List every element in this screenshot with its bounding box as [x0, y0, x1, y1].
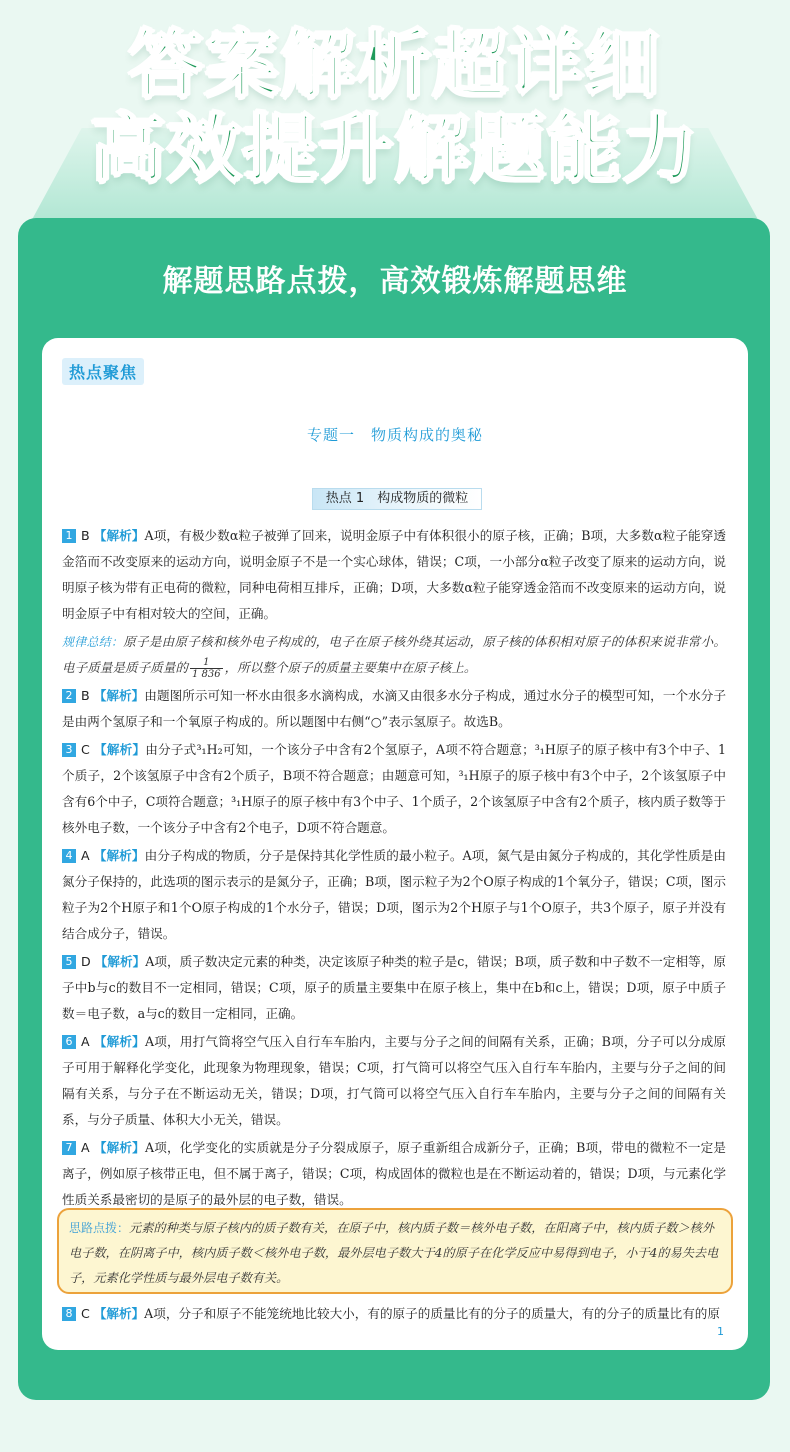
analysis-text: A项，用打气筒将空气压入自行车车胎内，主要与分子之间的间隔有关系，正确；B项，分子可以分成原子可用于解释化学变化，此现象为物理现象，错误；C项，打气筒可以将空气压入自行车车胎内，主要与分子之间的间隔有关系，与分子在不断运动无关，错误；D项，打气筒可以将空气压入自行车车胎内，主要与分子之间的间隔有关系，与分子质量、体积大小无关，错误。 [62, 1034, 727, 1127]
rule-text-a: 原子是由原子核和核外电子构成的，电子在原子核外绕其运动，原子核的体积相对原子的体积来说非常小。电子质量是质子质量的 [62, 634, 726, 675]
thinking-label: 思路点拨： [69, 1221, 130, 1235]
analysis-keyword: 【解析】 [93, 848, 145, 863]
analysis-keyword: 【解析】 [93, 688, 145, 703]
analysis-text: A项，有极少数α粒子被弹了回来，说明金原子中有体积很小的原子核，正确；B项，大多数α粒子能穿透金箔而不改变原来的运动方向，说明金原子不是一个实心球体，错误；C项，一小部分α粒子改变了原来的运动方向，说明原子核为带有正电荷的微粒，同种电荷相互排斥，正确；D项，大多数α粒子能穿透金箔而不改变原来的运动方向，说明金原子中有相对较大的空间，正确。 [62, 528, 727, 621]
answer-letter: A [81, 848, 90, 863]
analysis-keyword: 【解析】 [93, 742, 146, 757]
answer-letter: B [81, 528, 90, 543]
answer-item [62, 523, 726, 627]
analysis-keyword: 【解析】 [94, 954, 146, 969]
answer-item [62, 1135, 726, 1213]
question-number-badge: 4 [62, 849, 76, 863]
analysis-keyword: 【解析】 [93, 1140, 145, 1155]
answer-letter: B [81, 688, 90, 703]
analysis-keyword: 【解析】 [93, 1306, 145, 1321]
analysis-text: A项，分子和原子不能笼统地比较大小，有的原子的质量比有的分子的质量大，有的分子的质量比有的原 [144, 1306, 720, 1321]
hotspot-heading: 热点 1 构成物质的微粒 [312, 488, 482, 510]
answer-item [62, 843, 726, 947]
answer-letter: C [81, 742, 90, 757]
question-number-badge: 8 [62, 1307, 76, 1321]
answer-item [62, 949, 726, 1027]
analysis-text: 由分子构成的物质，分子是保持其化学性质的最小粒子。A项，氮气是由氮分子构成的，其化学性质是由氮分子保持的，此选项的图示表示的是氮分子，正确；B项，图示粒子为2个O原子构成的1个氧分子，错误；C项，图示粒子为2个H原子和1个O原子构成的1个水分子，错误；D项，图示为2个H原子与1个O原子，共3个原子，原子并没有结合成分子，错误。 [62, 848, 726, 941]
answer-page [42, 338, 748, 1350]
page-number: 1 [717, 1325, 724, 1338]
answer-item [62, 1301, 726, 1327]
answer-letter: A [81, 1034, 90, 1049]
analysis-text: A项，化学变化的实质就是分子分裂成原子，原子重新组合成新分子，正确；B项，带电的微粒不一定是离子，例如原子核带正电，但不属于离子，错误；C项，构成固体的微粒也是在不断运动着的，错误；D项，与元素化学性质关系最密切的是原子的最外层的电子数，错误。 [62, 1140, 727, 1207]
thinking-text: 元素的种类与原子核内的质子数有关，在原子中，核内质子数＝核外电子数，在阳离子中，核内质子数＞核外电子数，在阴离子中，核内质子数＜核外电子数，最外层电子数大于4的原子在化学反应中易得到电子，小于4的易失去电子，元素化学性质与最外层电子数有关。 [69, 1221, 719, 1285]
hot-focus-tag: 热点聚焦 [62, 358, 144, 385]
thinking-tip-box [57, 1208, 733, 1294]
answer-item [62, 1029, 726, 1133]
answer-letter: A [81, 1140, 90, 1155]
fraction-numerator: 1 [190, 657, 223, 669]
analysis-text: 由分子式³₁H₂可知，一个该分子中含有2个氢原子，A项不符合题意；³₁H原子的原子核中有3个中子、1个质子，2个该氢原子中含有2个质子，B项不符合题意；由题意可知，³₁H原子的原子核中有3个中子，2个该氢原子中含有6个中子，C项符合题意；³₁H原子的原子核中有3个中子、1个质子，2个该氢原子中含有2个质子，核内质子数等于核外电子数，一个该分子中含有2个电子，D项不符合题意。 [62, 742, 726, 835]
answer-item [62, 737, 726, 841]
rule-summary [62, 629, 726, 681]
answer-item [62, 683, 726, 735]
question-number-badge: 1 [62, 529, 76, 543]
rule-label: 规律总结： [62, 635, 124, 649]
hero-title-line2: 高效提升解题能力 [91, 106, 699, 192]
answer-letter: D [81, 954, 91, 969]
topic-title: 专题一 物质构成的奥秘 [306, 426, 483, 444]
question-number-badge: 5 [62, 955, 76, 969]
question-number-badge: 3 [62, 743, 76, 757]
analysis-keyword: 【解析】 [93, 528, 145, 543]
answer-letter: C [81, 1306, 90, 1321]
question-number-badge: 6 [62, 1035, 76, 1049]
analysis-keyword: 【解析】 [93, 1034, 145, 1049]
panel-subtitle: 解题思路点拨，高效锻炼解题思维 [162, 264, 628, 299]
fraction-denominator: 1 836 [191, 669, 221, 680]
question-number-badge: 7 [62, 1141, 76, 1155]
analysis-text: 由题图所示可知一杯水由很多水滴构成，水滴又由很多水分子构成，通过水分子的模型可知，一个水分子是由两个氢原子和一个氧原子构成的。所以题图中右侧“○”表示氢原子。故选B。 [62, 688, 727, 729]
rule-text-b: ，所以整个原子的质量主要集中在原子核上。 [224, 660, 477, 675]
question-number-badge: 2 [62, 689, 76, 703]
mass-fraction [190, 657, 223, 680]
hero-title-line1: 答案解析超详细 [129, 22, 661, 108]
analysis-text: A项，质子数决定元素的种类，决定该原子种类的粒子是c，错误；B项，质子数和中子数不一定相等，原子中b与c的数目不一定相同，错误；C项，原子的质量主要集中在原子核上，集中在b和c上，错误；D项，原子中质子数＝电子数，a与c的数目一定相同，正确。 [62, 954, 726, 1021]
